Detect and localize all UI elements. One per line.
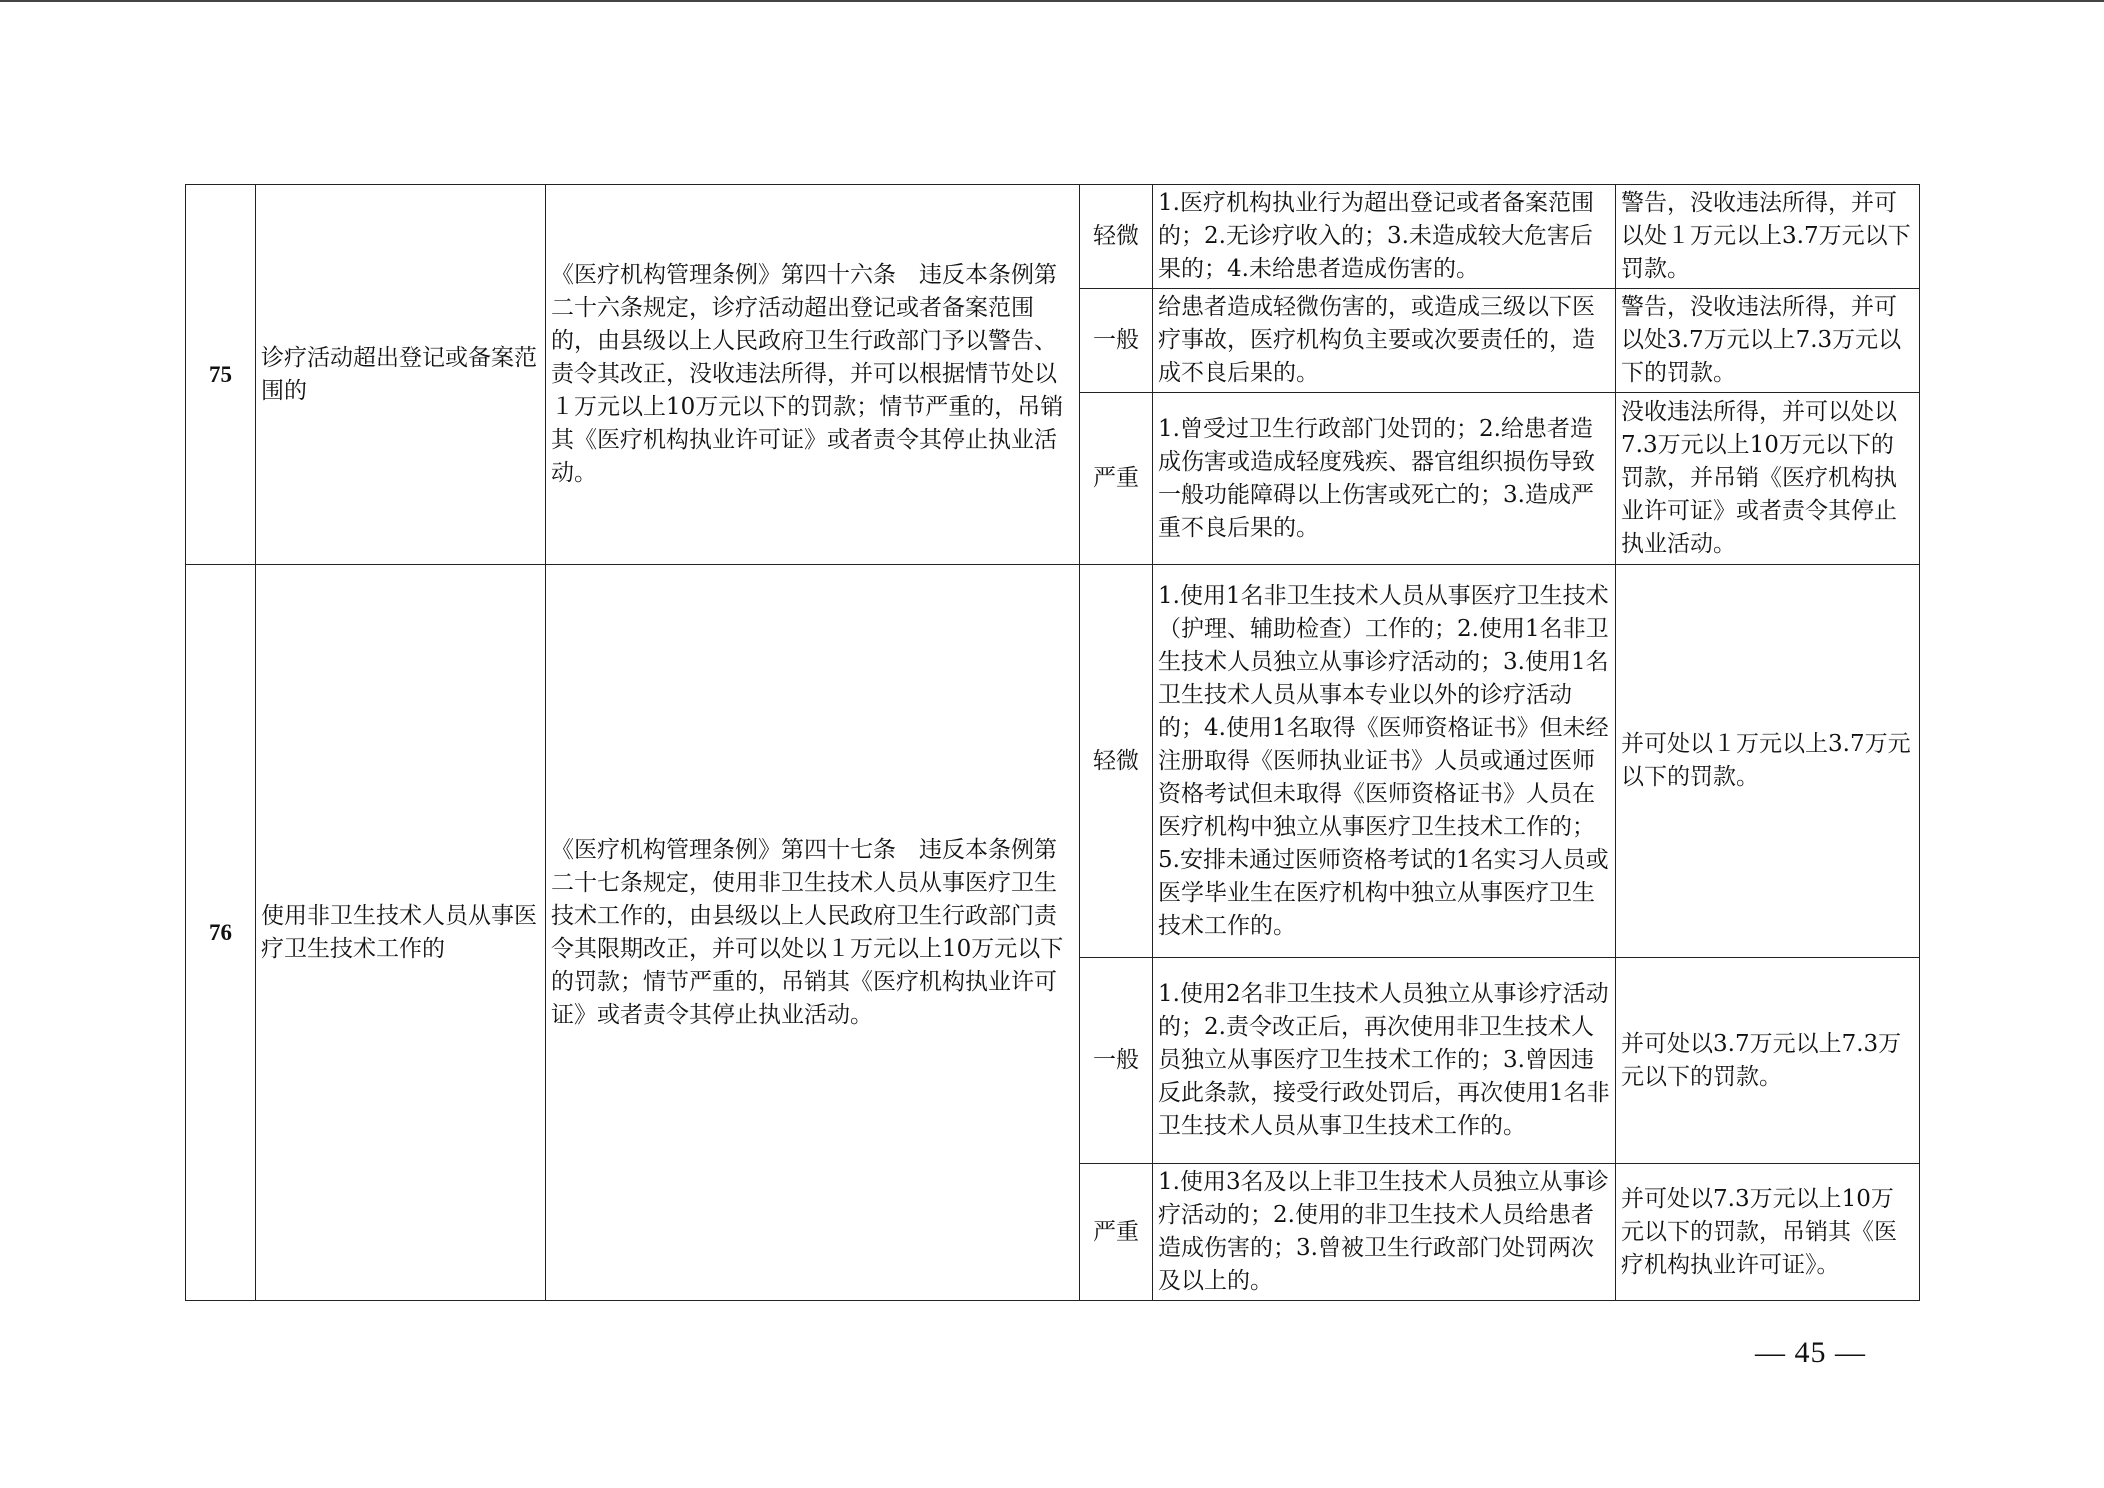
- violation-name: 诊疗活动超出登记或备案范围的: [256, 185, 546, 565]
- legal-basis: 《医疗机构管理条例》第四十七条 违反本条例第二十七条规定，使用非卫生技术人员从事医疗卫生技术工作的，由县级以上人民政府卫生行政部门责令其限期改正，并可以处以１万元以上10万元以下的罚款；情节严重的，吊销其《医疗机构执业许可证》或者责令其停止执业活动。: [546, 565, 1080, 1301]
- circumstance-cell: 给患者造成轻微伤害的，或造成三级以下医疗事故，医疗机构负主要或次要责任的，造成不良后果的。: [1153, 289, 1616, 393]
- penalty-cell: 警告，没收违法所得，并可以处3.7万元以上7.3万元以下的罚款。: [1616, 289, 1920, 393]
- penalty-cell: 并可处以7.3万元以上10万元以下的罚款，吊销其《医疗机构执业许可证》。: [1616, 1164, 1920, 1301]
- level-label: 严重: [1080, 393, 1153, 565]
- circumstance-cell: 1.医疗机构执业行为超出登记或者备案范围的；2.无诊疗收入的；3.未造成较大危害后果的；4.未给患者造成伤害的。: [1153, 185, 1616, 289]
- penalty-cell: 并可处以3.7万元以上7.3万元以下的罚款。: [1616, 958, 1920, 1164]
- table-row: [186, 565, 1920, 958]
- penalty-standard-table: [185, 184, 1920, 1301]
- level-label: 严重: [1080, 1164, 1153, 1301]
- item-number: 76: [186, 565, 256, 1301]
- violation-name: 使用非卫生技术人员从事医疗卫生技术工作的: [256, 565, 546, 1301]
- penalty-cell: 没收违法所得，并可以处以7.3万元以上10万元以下的罚款，并吊销《医疗机构执业许可证》或者责令其停止执业活动。: [1616, 393, 1920, 565]
- legal-basis: 《医疗机构管理条例》第四十六条 违反本条例第二十六条规定，诊疗活动超出登记或者备案范围的，由县级以上人民政府卫生行政部门予以警告、责令其改正，没收违法所得，并可以根据情节处以１万元以上10万元以下的罚款；情节严重的，吊销其《医疗机构执业许可证》或者责令其停止执业活动。: [546, 185, 1080, 565]
- circumstance-cell: 1.使用1名非卫生技术人员从事医疗卫生技术（护理、辅助检查）工作的；2.使用1名非卫生技术人员独立从事诊疗活动的；3.使用1名卫生技术人员从事本专业以外的诊疗活动的；4.使用1名取得《医师资格证书》但未经注册取得《医师执业证书》人员或通过医师资格考试但未取得《医师资格证书》人员在医疗机构中独立从事医疗卫生技术工作的；5.安排未通过医师资格考试的1名实习人员或医学毕业生在医疗机构中独立从事医疗卫生技术工作的。: [1153, 565, 1616, 958]
- level-label: 一般: [1080, 958, 1153, 1164]
- circumstance-cell: 1.曾受过卫生行政部门处罚的；2.给患者造成伤害或造成轻度残疾、器官组织损伤导致一般功能障碍以上伤害或死亡的；3.造成严重不良后果的。: [1153, 393, 1616, 565]
- penalty-cell: 警告，没收违法所得，并可以处１万元以上3.7万元以下罚款。: [1616, 185, 1920, 289]
- level-label: 轻微: [1080, 185, 1153, 289]
- level-label: 一般: [1080, 289, 1153, 393]
- penalty-cell: 并可处以１万元以上3.7万元以下的罚款。: [1616, 565, 1920, 958]
- circumstance-cell: 1.使用3名及以上非卫生技术人员独立从事诊疗活动的；2.使用的非卫生技术人员给患者造成伤害的；3.曾被卫生行政部门处罚两次及以上的。: [1153, 1164, 1616, 1301]
- item-number: 75: [186, 185, 256, 565]
- table-row: [186, 185, 1920, 289]
- circumstance-cell: 1.使用2名非卫生技术人员独立从事诊疗活动的；2.责令改正后，再次使用非卫生技术人员独立从事医疗卫生技术工作的；3.曾因违反此条款，接受行政处罚后，再次使用1名非卫生技术人员从事卫生技术工作的。: [1153, 958, 1616, 1164]
- page-number: — 45 —: [1755, 1336, 1866, 1369]
- top-border-line: [0, 0, 2104, 2]
- level-label: 轻微: [1080, 565, 1153, 958]
